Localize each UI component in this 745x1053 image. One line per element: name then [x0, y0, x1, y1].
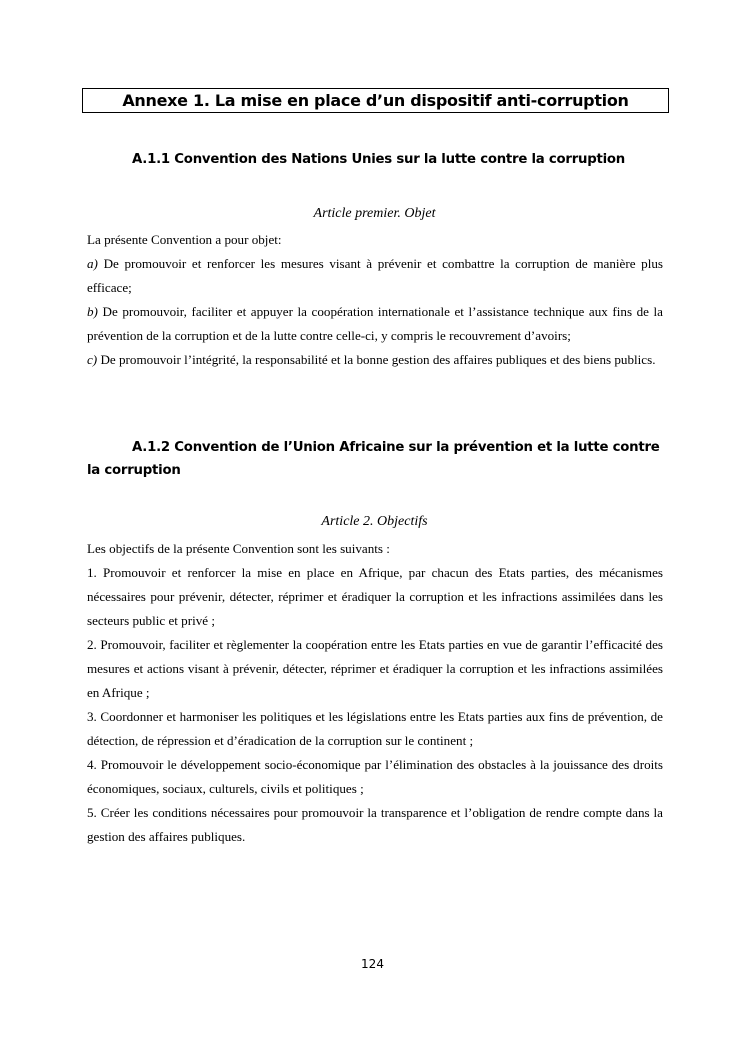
list-item: 1. Promouvoir et renforcer la mise en place en Afrique, par chacun des Etats parties, des mécanismes nécessaires pour prévenir, détecter, réprimer et éradiquer la corruption et les infractions assimilées dans les secteurs public et privé ;: [87, 565, 663, 628]
section-heading-a12: [87, 436, 662, 482]
section-title: Convention des Nations Unies sur la lutte contre la corruption: [174, 152, 626, 167]
list-item: 2. Promouvoir, faciliter et règlementer la coopération entre les Etats parties en vue de garantir l’efficacité des mesures et actions visant à prévenir, détecter, réprimer et éradiquer la corruption et les infractions assimilées en Afrique ;: [87, 637, 663, 700]
list-item: [87, 252, 663, 300]
item-text: De promouvoir l’intégrité, la responsabilité et la bonne gestion des affaires publiques et des biens publics.: [100, 352, 656, 367]
item-marker: c): [87, 352, 98, 367]
annex-title-box: [82, 88, 669, 113]
section-heading-a11: [87, 148, 662, 171]
section-number: A.1.1: [132, 152, 170, 167]
list-item: [87, 300, 663, 348]
item-marker: a): [87, 256, 98, 271]
paragraph-intro: Les objectifs de la présente Convention sont les suivants :: [87, 541, 390, 556]
item-text: De promouvoir, faciliter et appuyer la coopération internationale et l’assistance technique aux fins de la prévention de la corruption et de la lutte contre celle-ci, y compris le recouvrement d’avoirs;: [87, 304, 663, 343]
list-item: [87, 348, 663, 372]
item-marker: b): [87, 304, 98, 319]
article-body: [87, 537, 663, 849]
list-item: 4. Promouvoir le développement socio-économique par l’élimination des obstacles à la jouissance des droits économiques, sociaux, culturels, civils et politiques ;: [87, 757, 663, 796]
section-number: A.1.2: [132, 440, 170, 455]
page-number: 124: [361, 957, 384, 971]
list-item: 3. Coordonner et harmoniser les politiques et les législations entre les Etats parties aux fins de prévention, de détection, de répression et d’éradication de la corruption sur le continent ;: [87, 709, 663, 748]
article-body: [87, 228, 663, 372]
item-text: De promouvoir et renforcer les mesures visant à prévenir et combattre la corruption de manière plus efficace;: [87, 256, 663, 295]
list-item: 5. Créer les conditions nécessaires pour promouvoir la transparence et l’obligation de rendre compte dans la gestion des affaires publiques.: [87, 805, 663, 844]
annex-title: Annexe 1. La mise en place d’un dispositif anti-corruption: [122, 91, 629, 110]
article-title: Article 2. Objectifs: [321, 514, 428, 529]
article-title: Article premier. Objet: [313, 206, 436, 221]
section-title: Convention de l’Union Africaine sur la prévention et la lutte contre la corruption: [87, 440, 660, 478]
paragraph-intro: La présente Convention a pour objet:: [87, 232, 282, 247]
